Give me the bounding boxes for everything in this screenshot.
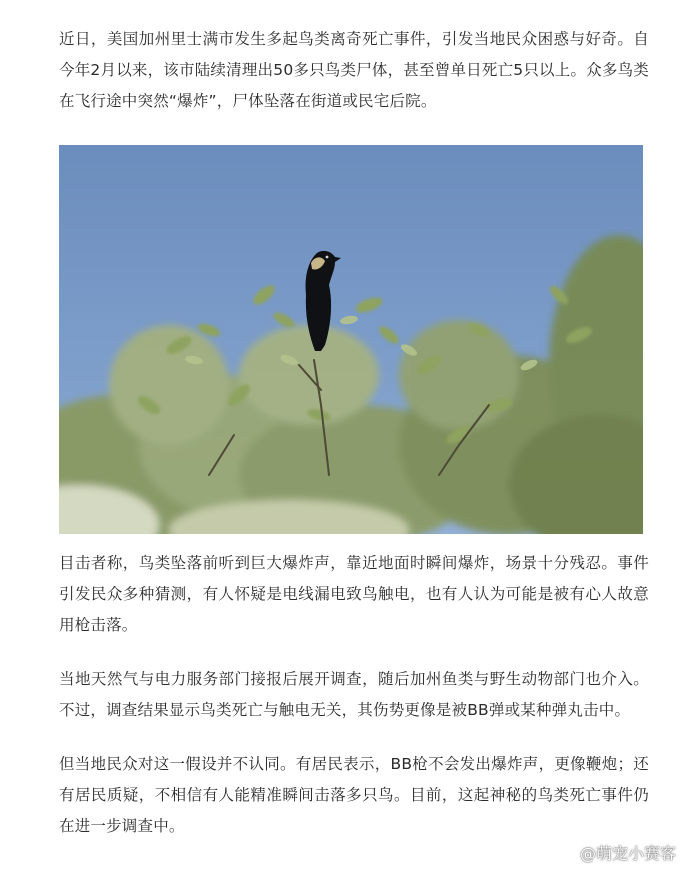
bird-on-tree-image bbox=[59, 145, 643, 534]
watermark-text: @萌宠小赛客 bbox=[579, 844, 676, 863]
weibo-icon bbox=[554, 844, 576, 862]
paragraph-investigation: 当地天然气与电力服务部门接报后展开调查，随后加州鱼类与野生动物部门也介入。不过，调查结果显示鸟类死亡与触电无关，其伤势更像是被BB弹或某种弹丸击中。 bbox=[59, 670, 649, 719]
paragraph-intro: 近日，美国加州里士满市发生多起鸟类离奇死亡事件，引发当地民众困惑与好奇。自今年2月以来，该市陆续清理出50多只鸟类尸体，甚至曾单日死亡5只以上。众多鸟类在飞行途中突然“爆炸”，尸体坠落在街道或民宅后院。 bbox=[59, 30, 649, 110]
paragraph-residents: 但当地民众对这一假设并不认同。有居民表示，BB枪不会发出爆炸声，更像鞭炮；还有居民质疑，不相信有人能精准瞬间击落多只鸟。目前，这起神秘的鸟类死亡事件仍在进一步调查中。 bbox=[59, 755, 649, 835]
article-body bbox=[59, 24, 649, 842]
paragraph-witness: 目击者称，鸟类坠落前听到巨大爆炸声，靠近地面时瞬间爆炸，场景十分残忍。事件引发民众多种猜测，有人怀疑是电线漏电致鸟触电，也有人认为可能是被有心人故意用枪击落。 bbox=[59, 554, 649, 634]
weibo-watermark bbox=[554, 841, 676, 864]
bird-photo bbox=[59, 145, 643, 534]
